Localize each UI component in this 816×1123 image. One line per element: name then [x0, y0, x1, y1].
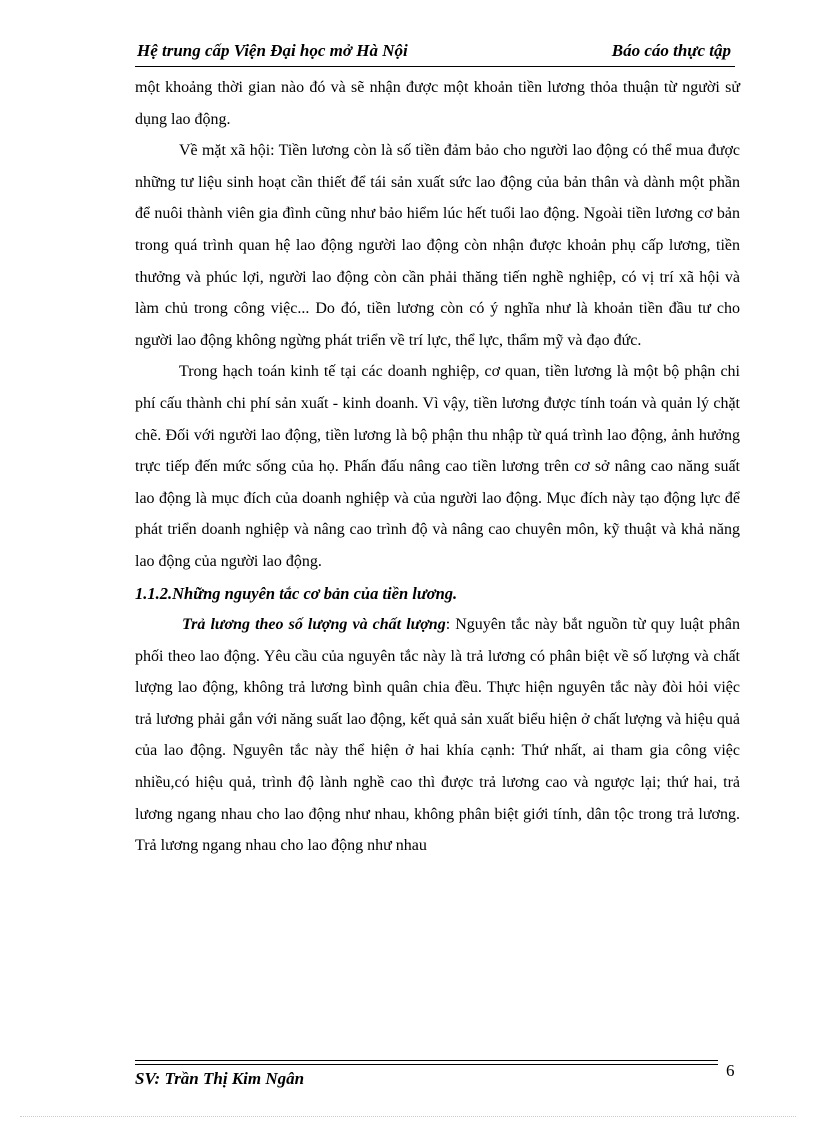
footer-rule-bottom: [135, 1064, 718, 1065]
principle-lead: Trả lương theo số lượng và chất lượng: [182, 616, 446, 634]
page-header: [135, 40, 735, 67]
header-institution: Hệ trung cấp Viện Đại học mở Hà Nội: [137, 41, 408, 60]
footer-student-name: SV: Trần Thị Kim Ngân: [135, 1069, 305, 1088]
paragraph-principle: [135, 609, 740, 862]
principle-text: : Nguyên tắc này bắt nguồn từ quy luật phân phối theo lao động. Yêu cầu của nguyên tắc này là trả lương có phân biệt về số lượng và chất lượng lao động, không trả lương bình quân chia đều. Thực hiện nguyên tắc này đòi hỏi việc trả lương phải gắn với năng suất lao động, kết quả sản xuất biểu hiện ở chất lượng và hiệu quả của lao động. Nguyên tắc này thể hiện ở hai khía cạnh: Thứ nhất, ai tham gia công việc nhiều,có hiệu quả, trình độ lành nghề cao thì được trả lương cao và ngược lại; thứ hai, trả lương ngang nhau cho lao động như nhau, không phân biệt giới tính, dân tộc trong trả lương. Trả lương ngang nhau cho lao động như nhau: [135, 616, 741, 855]
page-number: 6: [726, 1061, 735, 1080]
paragraph-social-aspect: Về mặt xã hội: Tiền lương còn là số tiền đảm bảo cho người lao động có thể mua được những tư liệu sinh hoạt cần thiết để tái sản xuất sức lao động của bản thân và dành một phần để nuôi thành viên gia đình cũng như bảo hiểm lúc hết tuổi lao động. Ngoài tiền lương cơ bản trong quá trình quan hệ lao động người lao động còn nhận được khoản phụ cấp lương, tiền thưởng và phúc lợi, người lao động còn cần phải thăng tiến nghề nghiệp, có vị trí xã hội và làm chủ trong công việc... Do đó, tiền lương còn có ý nghĩa như là khoản tiền đầu tư cho người lao động không ngừng phát triển về trí lực, thể lực, thẩm mỹ và đạo đức.: [135, 142, 740, 349]
page-body: [135, 72, 740, 862]
page-bottom-border: [20, 1116, 796, 1117]
paragraph-continuation: một khoảng thời gian nào đó và sẽ nhận được một khoản tiền lương thỏa thuận từ người sử dụng lao động.: [135, 79, 740, 128]
paragraph-economic-accounting: Trong hạch toán kinh tế tại các doanh nghiệp, cơ quan, tiền lương là một bộ phận chi phí cấu thành chi phí sản xuất - kinh doanh. Vì vậy, tiền lương được tính toán và quản lý chặt chẽ. Đối với người lao động, tiền lương là bộ phận thu nhập từ quá trình lao động, ảnh hưởng trực tiếp đến mức sống của họ. Phấn đấu nâng cao tiền lương trên cơ sở nâng cao năng suất lao động là mục đích của doanh nghiệp và của người lao động. Mục đích này tạo động lực để phát triển doanh nghiệp và nâng cao trình độ và nâng cao chuyên môn, kỹ thuật và khả năng lao động của người lao động.: [135, 363, 740, 570]
section-heading: 1.1.2.Những nguyên tắc cơ bản của tiền lương.: [135, 583, 458, 603]
header-report-title: Báo cáo thực tập: [611, 41, 731, 60]
footer-rule-top: [135, 1060, 718, 1061]
